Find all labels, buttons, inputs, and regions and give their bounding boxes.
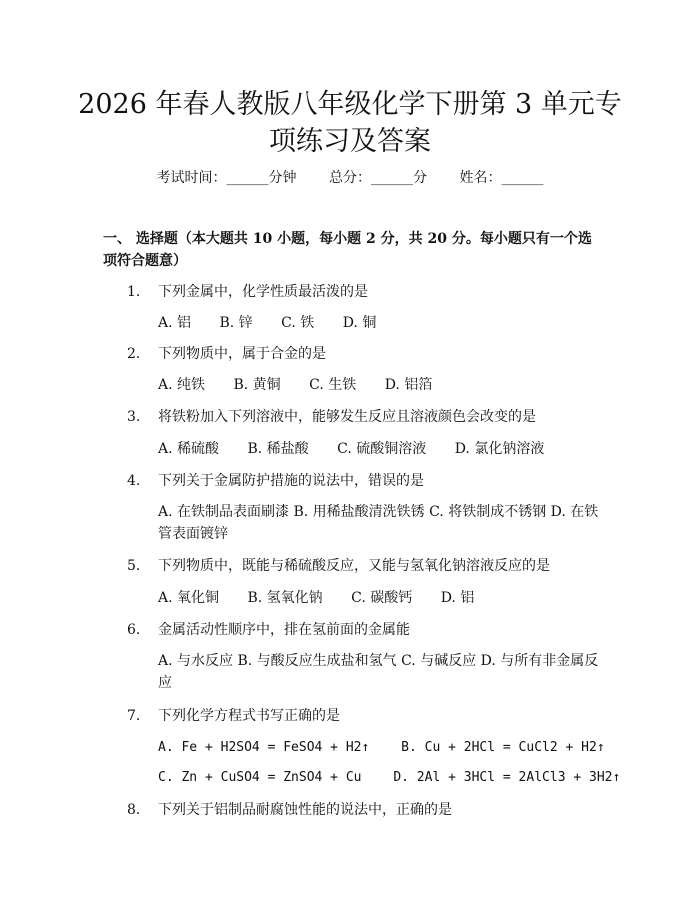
option-c: C. 碳酸钙 bbox=[351, 590, 413, 606]
question-text: 下列关于金属防护措施的说法中，错误的是 bbox=[158, 473, 424, 489]
question-6-options bbox=[103, 650, 603, 694]
option-d: D. 2Al + 3HCl = 2AlCl3 + 3H2↑ bbox=[393, 770, 621, 785]
options-text: A. 与水反应 B. 与酸反应生成盐和氢气 C. 与碱反应 D. 与所有非金属反应 bbox=[158, 653, 599, 691]
question-text: 下列化学方程式书写正确的是 bbox=[158, 708, 340, 724]
option-c: C. Zn + CuSO4 = ZnSO4 + Cu bbox=[158, 770, 362, 785]
question-number: 7. bbox=[127, 708, 141, 724]
question-6 bbox=[103, 619, 410, 641]
option-d: D. 氯化钠溶液 bbox=[454, 441, 545, 457]
option-d: D. 铝 bbox=[440, 590, 475, 606]
option-a: A. 氧化铜 bbox=[158, 590, 220, 606]
question-7-options-row2 bbox=[158, 767, 644, 789]
question-3 bbox=[103, 406, 536, 428]
option-b: B. 稀盐酸 bbox=[247, 441, 309, 457]
option-b: B. 氢氧化钠 bbox=[247, 590, 323, 606]
question-number: 2. bbox=[127, 346, 141, 362]
question-5-options bbox=[158, 587, 498, 609]
option-b: B. 锌 bbox=[219, 315, 253, 331]
question-4-options bbox=[103, 501, 603, 545]
page-title-line1: 2026 年春人教版八年级化学下册第 3 单元专 bbox=[78, 89, 622, 120]
question-2 bbox=[103, 343, 326, 365]
option-a: A. 稀硫酸 bbox=[158, 441, 220, 457]
exam-meta bbox=[0, 167, 700, 187]
section-heading: 一、 选择题（本大题共 10 小题，每小题 2 分，共 20 分。每小题只有一个选项符合题意） bbox=[103, 231, 592, 269]
question-number: 5. bbox=[127, 558, 141, 574]
question-8 bbox=[103, 799, 452, 821]
option-a: A. 纯铁 bbox=[158, 377, 206, 393]
option-b: B. Cu + 2HCl = CuCl2 + H2↑ bbox=[401, 740, 605, 755]
option-b: B. 黄铜 bbox=[233, 377, 281, 393]
option-a: A. Fe + H2SO4 = FeSO4 + H2↑ bbox=[158, 740, 370, 755]
question-number: 3. bbox=[127, 409, 141, 425]
option-d: D. 铜 bbox=[342, 315, 377, 331]
option-c: C. 硫酸铜溶液 bbox=[337, 441, 427, 457]
exam-time: 考试时间：______分钟 bbox=[156, 170, 297, 186]
question-1-options bbox=[158, 312, 400, 334]
page-title-line2: 项练习及答案 bbox=[269, 126, 431, 157]
question-5 bbox=[103, 555, 550, 577]
option-c: C. 铁 bbox=[281, 315, 315, 331]
options-text: A. 在铁制品表面刷漆 B. 用稀盐酸清洗铁锈 C. 将铁制成不锈钢 D. 在铁管表面镀锌 bbox=[158, 504, 599, 542]
question-text: 下列金属中，化学性质最活泼的是 bbox=[158, 284, 368, 300]
option-a: A. 铝 bbox=[158, 315, 192, 331]
question-3-options bbox=[158, 438, 568, 460]
question-text: 下列物质中，属于合金的是 bbox=[158, 346, 326, 362]
question-number: 4. bbox=[127, 473, 141, 489]
question-number: 8. bbox=[127, 802, 141, 818]
question-2-options bbox=[158, 374, 456, 396]
question-7 bbox=[103, 705, 340, 727]
question-number: 1. bbox=[127, 284, 141, 300]
option-c: C. 生铁 bbox=[309, 377, 357, 393]
question-text: 下列关于铝制品耐腐蚀性能的说法中，正确的是 bbox=[158, 802, 452, 818]
student-name: 姓名：______ bbox=[459, 170, 544, 186]
question-text: 下列物质中，既能与稀硫酸反应，又能与氢氧化钠溶液反应的是 bbox=[158, 558, 550, 574]
total-score: 总分：______分 bbox=[329, 170, 427, 186]
question-1 bbox=[103, 281, 368, 303]
option-d: D. 铝箔 bbox=[384, 377, 433, 393]
question-7-options-row1 bbox=[158, 737, 629, 759]
question-number: 6. bbox=[127, 622, 141, 638]
question-4 bbox=[103, 470, 424, 492]
question-text: 将铁粉加入下列溶液中，能够发生反应且溶液颜色会改变的是 bbox=[158, 409, 536, 425]
question-text: 金属活动性顺序中，排在氢前面的金属能 bbox=[158, 622, 410, 638]
